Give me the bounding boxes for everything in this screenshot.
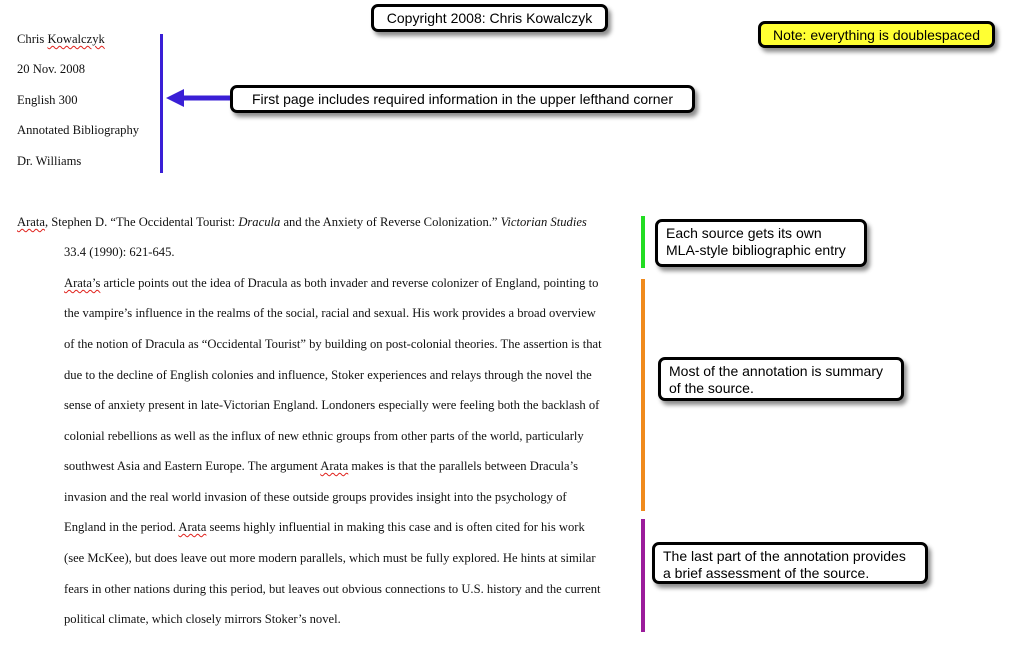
annotation-line-11: fears in other nations during this period, but leaves out obvious connections to U.S. history and the current — [64, 582, 601, 596]
summary-callout-text: Most of the annotation is summary of the source. — [669, 363, 883, 396]
annotation-line-7-c: makes is that the parallels between Dracula’s — [348, 459, 578, 473]
annotation-line-1-rest: article points out the idea of Dracula as both invader and reverse colonizer of England, pointing to — [100, 276, 599, 290]
annotation-line-6: colonial rebellions as well as the influx of new ethnic groups from other parts of the world, particularly — [64, 429, 584, 443]
annotation-line-2: the vampire’s influence in the realms of the social, racial and sexual. His work provides a broad overview — [64, 306, 596, 320]
citation-line-1 — [17, 215, 587, 230]
header-info-callout — [230, 85, 695, 113]
citation-author-rest: , Stephen D. “The Occidental Tourist: — [44, 215, 239, 229]
entry-marker-bar — [641, 216, 645, 268]
annotation-arata-1: Arata’s — [64, 276, 101, 290]
citation-author-surname: Arata — [17, 215, 45, 229]
header-date: 20 Nov. 2008 — [17, 62, 86, 76]
doublespace-note-callout — [758, 21, 995, 48]
assessment-marker-bar — [641, 519, 645, 632]
header-name-first: Chris — [17, 32, 48, 46]
annotation-line-9-a: England in the period. — [64, 520, 179, 534]
citation-title-italic: Dracula — [238, 215, 281, 229]
header-assignment: Annotated Bibliography — [17, 123, 140, 137]
entry-callout — [655, 219, 867, 267]
citation-line-2: 33.4 (1990): 621-645. — [64, 245, 175, 259]
annotation-line-1 — [64, 276, 598, 291]
header-name — [17, 32, 105, 47]
annotation-line-5: sense of anxiety present in late-Victorian England. Londoners especially were feeling both the backlash of — [64, 398, 600, 412]
summary-marker-bar — [641, 279, 645, 511]
citation-title-rest: and the Anxiety of Reverse Colonization.” — [280, 215, 501, 229]
header-info-text: First page includes required information in the upper lefthand corner — [251, 91, 674, 107]
summary-callout — [658, 357, 904, 401]
entry-callout-text: Each source gets its own MLA-style bibliographic entry — [666, 225, 846, 258]
annotation-arata-2: Arata — [320, 459, 349, 473]
annotation-line-10: (see McKee), but does leave out more modern parallels, which must be fully explored. He hints at similar — [64, 551, 596, 565]
header-course: English 300 — [17, 93, 78, 107]
annotation-line-8: invasion and the real world invasion of these outside groups provides insight into the psychology of — [64, 490, 567, 504]
assessment-callout — [652, 542, 928, 584]
copyright-callout — [371, 4, 608, 32]
doublespace-note-text: Note: everything is doublespaced — [772, 27, 981, 43]
annotation-line-12: political climate, which closely mirrors Stoker’s novel. — [64, 612, 341, 626]
annotation-line-3: of the notion of Dracula as “Occidental Tourist” by building on post-colonial theories. The assertion is that — [64, 337, 602, 351]
annotation-line-7-a: southwest Asia and Eastern Europe. The argument — [64, 459, 321, 473]
header-name-last: Kowalczyk — [47, 32, 105, 46]
header-instructor: Dr. Williams — [17, 154, 82, 168]
annotation-line-7 — [64, 459, 578, 474]
annotation-line-9 — [64, 520, 585, 535]
annotation-line-9-c: seems highly influential in making this case and is often cited for his work — [206, 520, 585, 534]
header-marker-bar — [160, 34, 163, 173]
annotation-line-4: due to the decline of English colonies and influence, Stoker experiences and relays through the novel the — [64, 368, 592, 382]
assessment-callout-text: The last part of the annotation provides a brief assessment of the source. — [663, 548, 906, 581]
arrow-left-icon — [164, 88, 234, 108]
citation-journal: Victorian Studies — [500, 215, 587, 229]
annotation-arata-3: Arata — [178, 520, 207, 534]
copyright-text: Copyright 2008: Chris Kowalczyk — [386, 10, 593, 26]
